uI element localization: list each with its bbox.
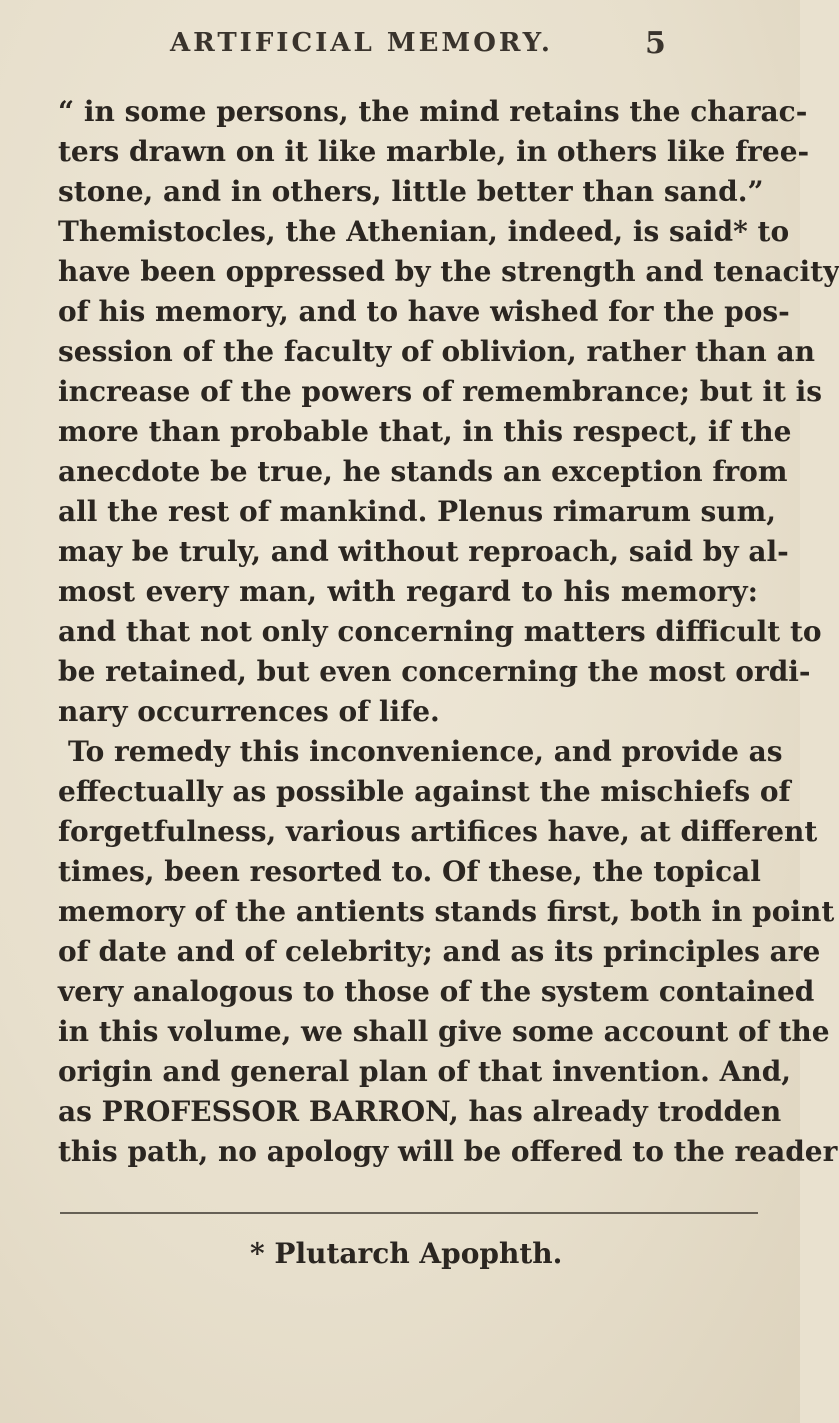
text-line: more than probable that, in this respect, if the <box>58 415 792 448</box>
text-line: most every man, with regard to his memory: <box>58 575 758 608</box>
text-line: forgetfulness, various artifices have, at different <box>58 815 818 848</box>
text-line: To remedy this inconvenience, and provide as <box>68 735 783 768</box>
text-line: as PROFESSOR BARRON, has already trodden <box>58 1095 782 1128</box>
text-line: stone, and in others, little better than sand.” <box>58 175 764 208</box>
text-line: origin and general plan of that invention. And, <box>58 1055 792 1088</box>
text-line: have been oppressed by the strength and tenacity <box>58 255 839 288</box>
text-line: in this volume, we shall give some account of the <box>58 1015 830 1048</box>
text-line: nary occurrences of life. <box>58 695 440 728</box>
page-header <box>0 28 800 68</box>
text-line: may be truly, and without reproach, said by al- <box>58 535 789 568</box>
text-line: times, been resorted to. Of these, the topical <box>58 855 761 888</box>
text-line: ters drawn on it like marble, in others like free- <box>58 135 810 168</box>
page-number: 5 <box>645 26 666 61</box>
text-line: effectually as possible against the mischiefs of <box>58 775 791 808</box>
text-line: and that not only concerning matters difficult to <box>58 615 822 648</box>
text-line: of his memory, and to have wished for the pos- <box>58 295 790 328</box>
text-line: this path, no apology will be offered to the reader <box>58 1135 838 1168</box>
text-line: increase of the powers of remembrance; but it is <box>58 375 823 408</box>
text-line: anecdote be true, he stands an exception from <box>58 455 788 488</box>
text-line: memory of the antients stands first, both in point <box>58 895 835 928</box>
text-line: of date and of celebrity; and as its principles are <box>58 935 821 968</box>
text-line: very analogous to those of the system contained <box>58 975 815 1008</box>
text-line: session of the faculty of oblivion, rather than an <box>58 335 815 368</box>
text-line: “ in some persons, the mind retains the charac- <box>58 95 808 128</box>
text-line: all the rest of mankind. Plenus rimarum sum, <box>58 495 776 528</box>
body-text <box>58 92 839 1172</box>
footnote-rule <box>60 1212 758 1214</box>
text-line: Themistocles, the Athenian, indeed, is said* to <box>58 215 790 248</box>
running-head: ARTIFICIAL MEMORY. <box>170 28 553 58</box>
footnote: * Plutarch Apophth. <box>250 1237 563 1270</box>
text-line: be retained, but even concerning the most ordi- <box>58 655 811 688</box>
